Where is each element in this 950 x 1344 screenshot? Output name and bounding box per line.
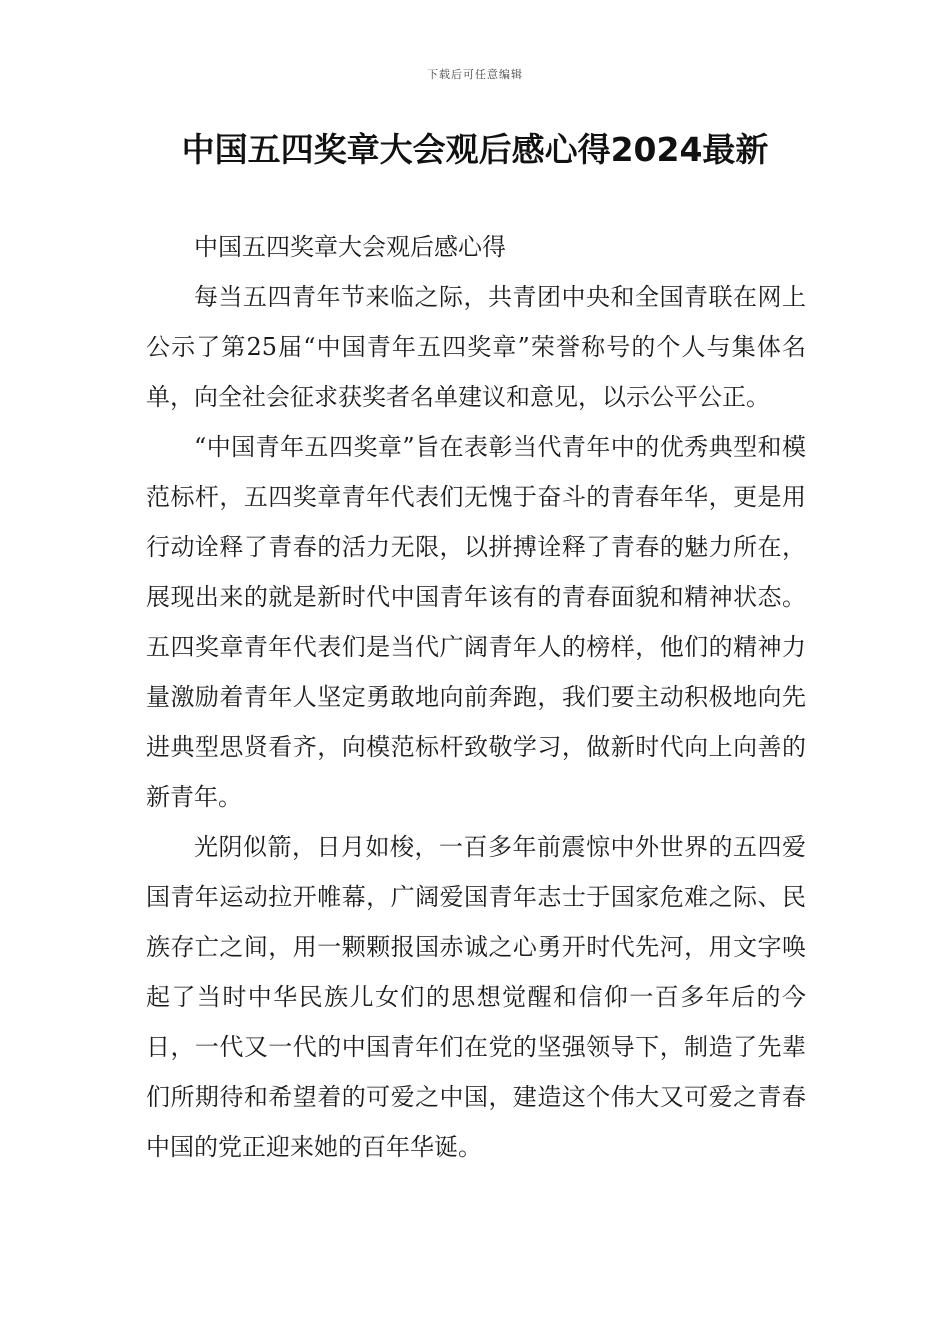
document-title: 中国五四奖章大会观后感心得2024最新 (181, 130, 769, 169)
paragraph: 光阴似箭，日月如梭，一百多年前震惊中外世界的五四爱国青年运动拉开帷幕，广阔爱国青年志士于国家危难之际、民族存亡之间，用一颗颗报国赤诚之心勇开时代先河，用文字唤起了当时中华民族儿女们的思想觉醒和信仰一百多年后的今日，一代又一代的中国青年们在党的坚强领导下，制造了先辈们所期待和希望着的可爱之中国，建造这个伟大又可爱之青春中国的党正迎来她的百年华诞。 (146, 833, 806, 1161)
document-body (146, 222, 806, 1172)
paragraph-subtitle: 中国五四奖章大会观后感心得 (194, 233, 506, 261)
paragraph: “中国青年五四奖章”旨在表彰当代青年中的优秀典型和模范标杆，五四奖章青年代表们无愧于奋斗的青春年华，更是用行动诠释了青春的活力无限，以拼搏诠释了青春的魅力所在，展现出来的就是新时代中国青年该有的青春面貌和精神状态。五四奖章青年代表们是当代广阔青年人的榜样，他们的精神力量激励着青年人坚定勇敢地向前奔跑，我们要主动积极地向先进典型思贤看齐，向模范标杆致敬学习，做新时代向上向善的新青年。 (146, 433, 806, 811)
paragraph: 每当五四青年节来临之际，共青团中央和全国青联在网上公示了第25届“中国青年五四奖章”荣誉称号的个人与集体名单，向全社会征求获奖者名单建议和意见，以示公平公正。 (146, 283, 806, 411)
header-note: 下载后可任意编辑 (427, 68, 523, 81)
